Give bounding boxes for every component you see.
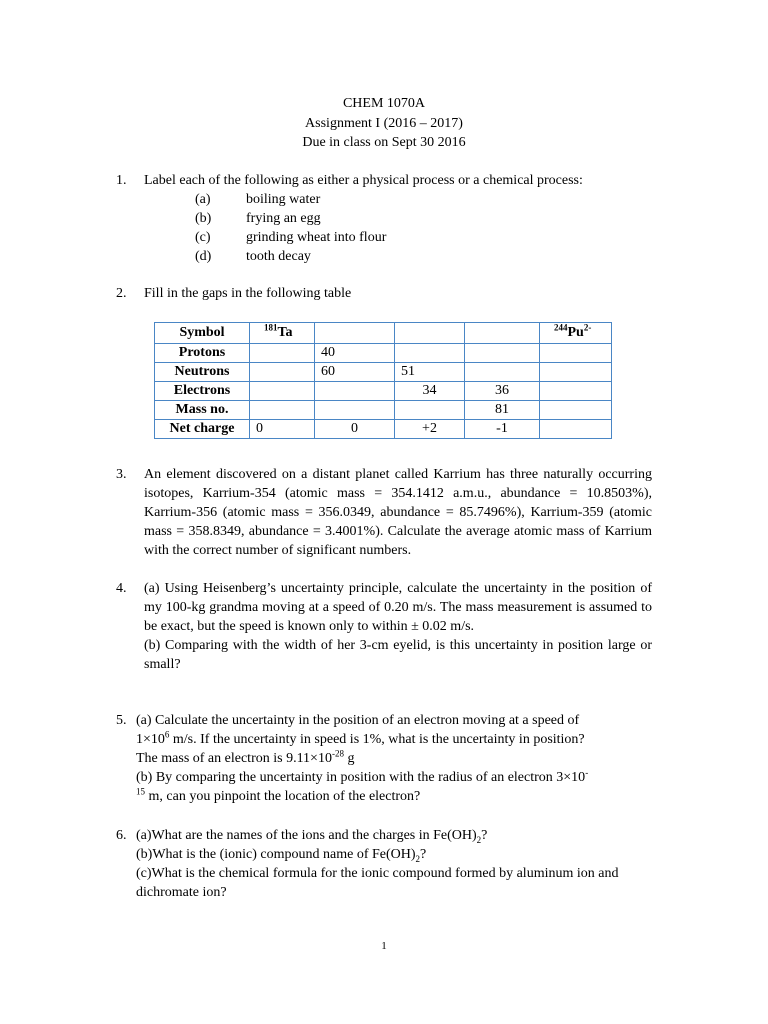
table-header-cell: Symbol [155, 323, 250, 344]
table-cell: 60 [315, 363, 395, 382]
question-part-b: (b) Comparing with the width of her 3-cm eyelid, is this uncertainty in position large or small? [144, 638, 652, 672]
row-label: Net charge [155, 420, 250, 439]
question-number: 4. [116, 581, 127, 596]
table-cell [395, 401, 465, 420]
question-part-a-line: The mass of an electron is $9.11\times 10^{-28}$ g [136, 748, 355, 766]
table-cell [250, 382, 315, 401]
table-cell [315, 401, 395, 420]
table-cell [540, 420, 612, 439]
question-prompt: Fill in the gaps in the following table [144, 286, 352, 301]
table-cell [250, 363, 315, 382]
table-row [155, 420, 612, 439]
row-label: Neutrons [155, 363, 250, 382]
table-cell: -1 [465, 420, 540, 439]
document-header [0, 94, 768, 153]
question-3 [116, 465, 652, 560]
symbol-cell [465, 323, 540, 344]
question-number: 2. [116, 286, 127, 301]
item-text: boiling water [246, 192, 321, 207]
question-6 [116, 826, 652, 902]
table-cell: 81 [465, 401, 540, 420]
symbol-cell: $^{244}Pu^{2-}$ [540, 323, 612, 344]
symbol-cell [395, 323, 465, 344]
table-cell [250, 401, 315, 420]
list-item [144, 209, 652, 228]
item-text: frying an egg [246, 211, 321, 226]
question-part-a: (a)What are the names of the ions and the charges in $Fe(OH)_2$? [136, 828, 488, 845]
question-4 [116, 579, 652, 674]
question-5 [116, 711, 652, 806]
table-cell [540, 344, 612, 363]
table-header-row [155, 323, 612, 344]
table-cell: 0 [250, 420, 315, 439]
question-prompt: Label each of the following as either a physical process or a chemical process: [144, 173, 583, 188]
item-label: (d) [195, 249, 212, 264]
item-label: (a) [195, 192, 211, 207]
table-row [155, 363, 612, 382]
table-cell [540, 363, 612, 382]
item-label: (c) [195, 230, 211, 245]
symbol-cell: $^{181}$Ta [250, 323, 315, 344]
question-2 [116, 284, 652, 303]
table-row [155, 382, 612, 401]
item-label: (b) [195, 211, 212, 226]
row-label: Protons [155, 344, 250, 363]
question-number: 3. [116, 467, 127, 482]
question-part-a-line: $1\times 10^6$ m/s. If the uncertainty in speed is 1%, what is the uncertainty in position? [136, 729, 585, 747]
table-cell: 36 [465, 382, 540, 401]
question-part-b-line: $^{15}$ m, can you pinpoint the location of the electron? [136, 786, 421, 804]
table-cell [250, 344, 315, 363]
table-cell [540, 401, 612, 420]
page-number: 1 [381, 940, 387, 952]
list-item [144, 190, 652, 209]
list-item [144, 228, 652, 247]
list-item [144, 247, 652, 266]
question-part-a: (a) Using Heisenberg’s uncertainty principle, calculate the uncertainty in the position of my 100-kg grandma moving at a speed of 0.20 m/s. The mass measurement is assumed to be exact, but the speed is known only to within ± 0.02 m/s. [144, 581, 652, 634]
table-cell [540, 382, 612, 401]
row-label: Mass no. [155, 401, 250, 420]
assignment-title: Assignment I (2016 – 2017) [305, 115, 463, 131]
question-1 [116, 171, 652, 266]
table-cell: 40 [315, 344, 395, 363]
item-text: tooth decay [246, 249, 311, 264]
table-cell [465, 363, 540, 382]
table-cell [395, 344, 465, 363]
question-part-a-line: (a) Calculate the uncertainty in the position of an electron moving at a speed of [136, 713, 580, 728]
row-label: Electrons [155, 382, 250, 401]
table-cell: 51 [395, 363, 465, 382]
isotope-table [154, 322, 612, 439]
table-cell: 34 [395, 382, 465, 401]
question-number: 1. [116, 173, 127, 188]
table-cell: 0 [315, 420, 395, 439]
table-row [155, 344, 612, 363]
item-text: grinding wheat into flour [246, 230, 387, 245]
table-cell: +2 [395, 420, 465, 439]
due-date: Due in class on Sept 30 2016 [302, 135, 466, 150]
course-code: CHEM 1070A [342, 96, 426, 111]
question-part-c: (c)What is the chemical formula for the ionic compound formed by aluminum ion and dichromate ion? [136, 866, 619, 900]
question-part-b-line: (b) By comparing the uncertainty in position with the radius of an electron 3×10- [136, 767, 589, 785]
question-number: 6. [116, 828, 127, 843]
table-cell [465, 344, 540, 363]
question-number: 5. [116, 713, 127, 728]
question-part-b: (b)What is the (ionic) compound name of $Fe(OH)_2$? [136, 847, 427, 864]
question-text: An element discovered on a distant planet called Karrium has three naturally occurring isotopes, Karrium-354 (atomic mass = 354.1412 a.m.u., abundance = 10.8503%), Karrium-356 (atomic mass = 356.0349, abundance = 85.7496%), Karrium-359 (atomic mass = 358.8349, abundance = 3.4001%). Calculate the average atomic mass of Karrium with the correct number of significant numbers. [144, 467, 652, 558]
symbol-cell [315, 323, 395, 344]
table-cell [315, 382, 395, 401]
table-row [155, 401, 612, 420]
